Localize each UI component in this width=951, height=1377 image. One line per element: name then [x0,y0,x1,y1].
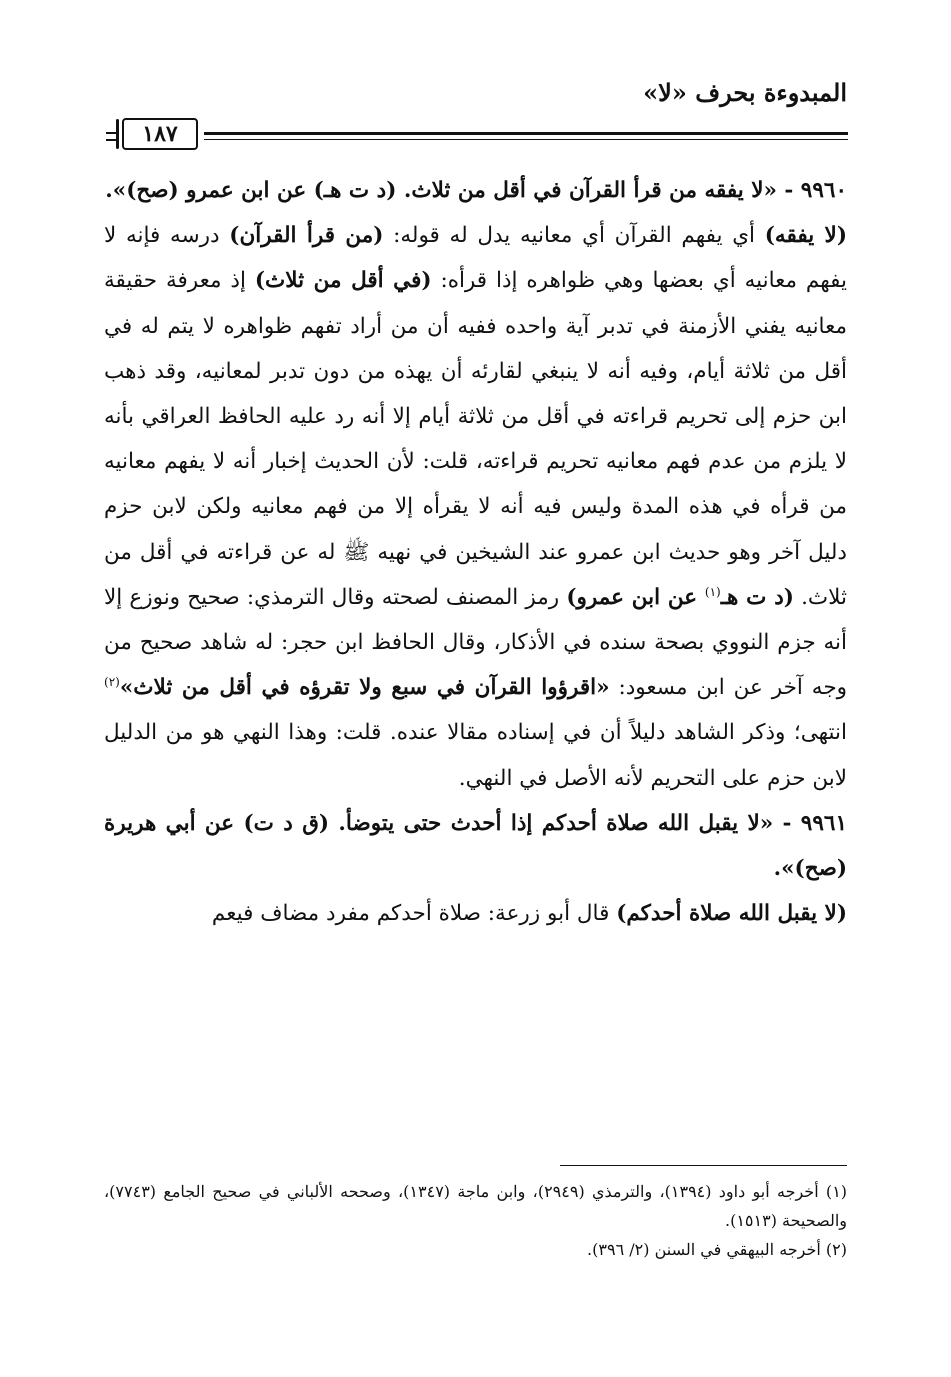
footnote-separator [560,1165,847,1166]
commentary-paragraph [104,213,847,801]
commentary-quote: (لا يقبل الله صلاة أحدكم) [616,901,847,927]
commentary-quote: (لا يفقه) [764,223,847,249]
hadith-entry [104,168,847,213]
commentary-quote: عن ابن عمرو) [566,584,705,610]
hadith-text: - «لا يفقه من قرأ القرآن في أقل من ثلاث. (د ت هـ) عن ابن عمرو (صح)». [105,178,801,203]
commentary-quote: «اقرؤوا القرآن في سبع ولا تقرؤه في أقل من ثلاث» [119,675,610,701]
header-rule-thick [204,132,848,135]
commentary-text: قال أبو زرعة: صلاة أحدكم مفرد مضاف فيعم [211,901,617,927]
main-text [104,168,847,936]
commentary-text: إذ معرفة حقيقة معانيه يفني الأزمنة في تدبر آية واحده ففيه أن من أراد تفهم ظواهره لا يتم له في أقل من ثلاثة أيام، وفيه أنه لا ينبغي لقارئه أن يهذه من دون تدبر لمعانيه، وقد ذهب ابن حزم إلى تحريم قراءته في أقل من ثلاثة أيام إلا أنه رد عليه الحافظ العراقي بأنه لا يلزم من عدم فهم معانيه تحريم قراءته، قلت: لأن الحديث إخبار أنه لا يفهم معانيه من قرأه في هذه المدة وليس فيه أنه لا يقرأه إلا من فهم معانيه ولكن لابن حزم دليل آخر وهو حديث ابن عمرو عند الشيخين في نهيه ﷺ له عن قراءته في أقل من ثلاث. [104,268,847,610]
footnote-ref: (١) [704,584,721,599]
hadith-number: ٩٩٦١ [800,810,847,836]
footnotes [104,1177,847,1264]
hadith-text: - «لا يقبل الله صلاة أحدكم إذا أحدث حتى يتوضأ. (ق د ت) عن أبي هريرة (صح)». [104,810,847,882]
footnote-2: (٢) أخرجه البيهقي في السنن (٢/ ٣٩٦). [587,1240,847,1259]
commentary-text: رمز المصنف لصحته وقال الترمذي: صحيح ونوزع إلا أنه جزم النووي بصحة سنده في الأذكار، وقال الحافظ ابن حجر: له شاهد صحيح من وجه آخر عن ابن مسعود: [104,584,847,701]
commentary-quote: (د ت هـ [720,584,794,610]
running-title: المبدوءة بحرف «لا» [643,78,847,107]
header-rule-thin [204,139,848,140]
hadith-number: ٩٩٦٠ [800,178,847,203]
header-rule-ticks [106,132,116,146]
commentary-text: انتهى؛ وذكر الشاهد دليلاً أن في إسناده مقالا عنده. قلت: وهذا النهي هو من الدليل لابن حزم على التحريم لأنه الأصل في النهي. [104,720,847,791]
commentary-paragraph [104,891,847,936]
header-rule [108,118,848,158]
footnote-ref: (٢) [104,675,120,690]
footnote-1: (١) أخرجه أبو داود (١٣٩٤)، والترمذي (٢٩٤٩)، وابن ماجة (١٣٤٧)، وصححه الألباني في صحيح الجامع (٧٧٤٣)، والصحيحة (١٥١٣). [104,1182,848,1230]
page-number: ١٨٧ [122,118,198,150]
commentary-quote: (في أقل من ثلاث) [254,268,432,294]
hadith-entry [104,801,847,891]
commentary-text: أي يفهم القرآن أي معانيه يدل له قوله: [383,223,765,249]
commentary-text: درسه فإنه لا يفهم معانيه أي بعضها وهي ظواهره إذا قرأه: [104,223,847,294]
commentary-quote: (من قرأ القرآن) [229,223,384,249]
